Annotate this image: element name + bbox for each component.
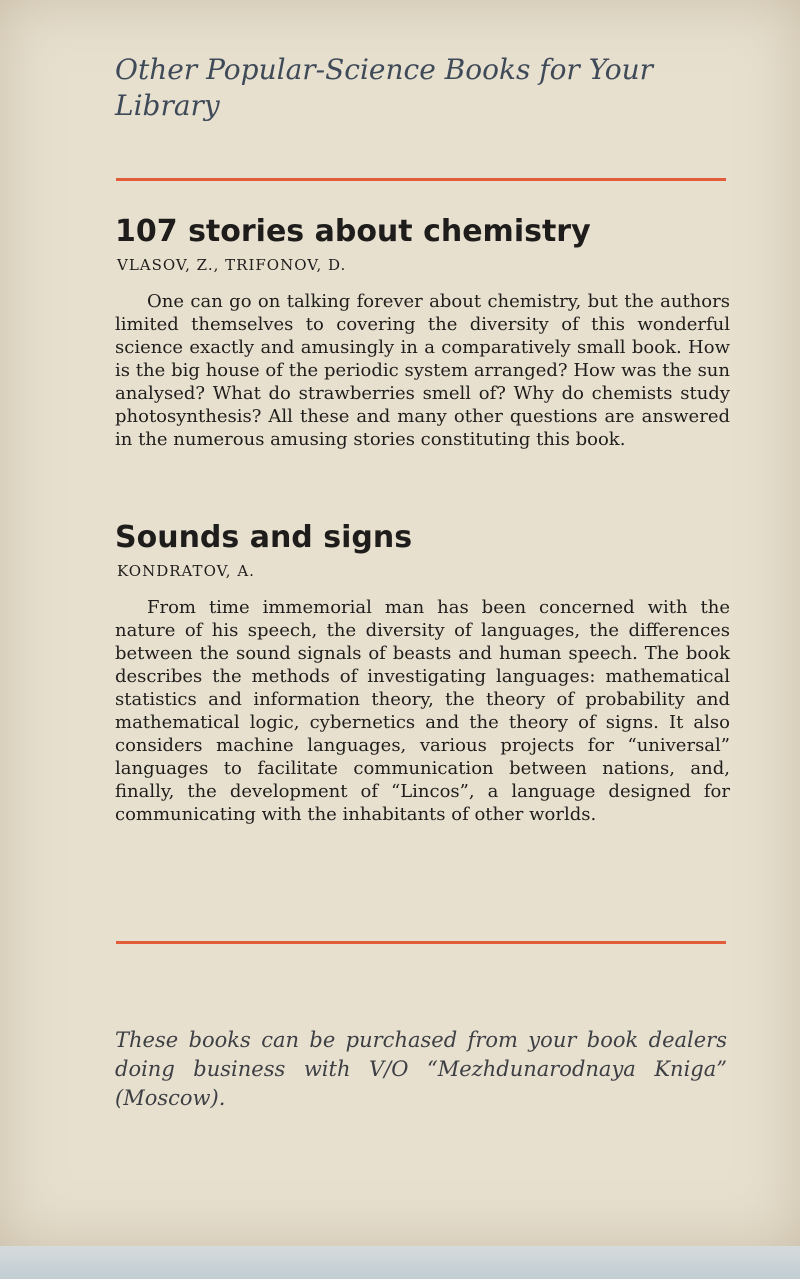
top-divider <box>116 178 726 181</box>
book-authors: KONDRATOV, A. <box>117 562 255 580</box>
book-authors: VLASOV, Z., TRIFONOV, D. <box>117 256 347 274</box>
book-title: Sounds and signs <box>115 520 413 555</box>
page-title: Other Popular-Science Books for Your Library <box>115 53 654 122</box>
book-entry-sounds-and-signs <box>115 518 730 826</box>
scan-background-strip <box>0 1246 800 1279</box>
bottom-divider <box>116 941 726 944</box>
book-description: One can go on talking forever about chemistry, but the authors limited themselves to covering the diversity of this wonderful science exactly and amusingly in a comparatively small book. How is the big house of the periodic system arranged? How was the sun analysed? What do strawberries smell of? Why do chemists study photosynthesis? All these and many other questions are answered in the numerous amusing stories constituting this book. <box>115 291 730 450</box>
book-description: From time immemorial man has been concerned with the nature of his speech, the diversity of languages, the differences between the sound signals of beasts and human speech. The book describes the methods of investigating languages: mathematical statistics and information theory, the theory of probability and mathematical logic, cybernetics and the theory of signs. It also considers machine languages, various projects for “universal” languages to facilitate communication between nations, and, finally, the development of “Lincos”, a language designed for communicating with the inhabitants of other worlds. <box>115 597 730 825</box>
purchase-note: These books can be purchased from your book dealers doing business with V/O “Mezhdunarodnaya Kniga” (Moscow). <box>115 1028 727 1110</box>
book-entry-chemistry <box>115 212 730 451</box>
book-title: 107 stories about chemistry <box>115 214 591 249</box>
